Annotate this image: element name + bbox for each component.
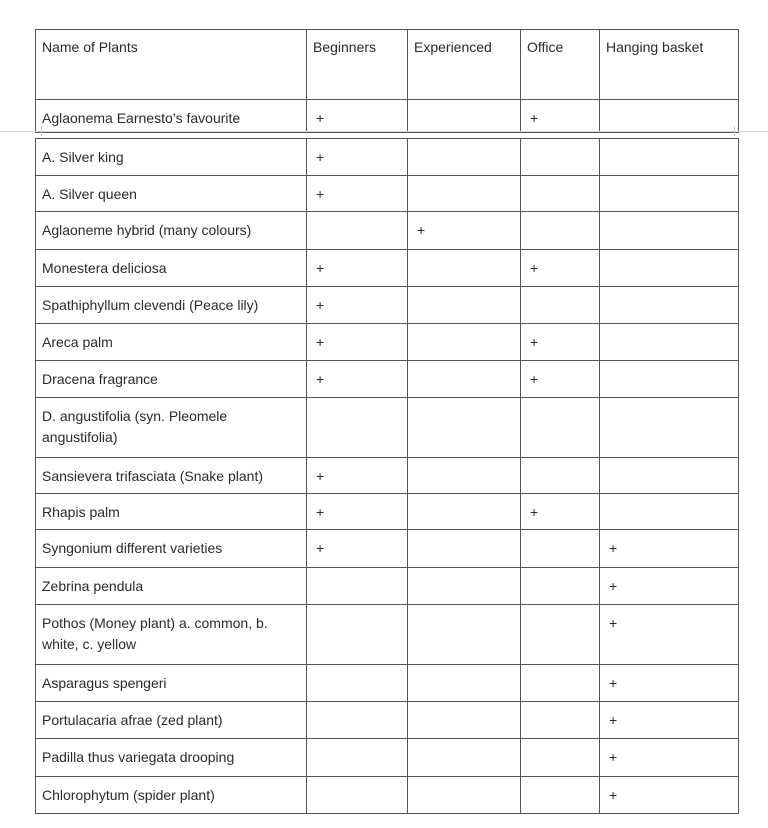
page-break-tick — [41, 126, 42, 136]
header-experienced: Experienced — [408, 30, 521, 100]
plant-name-cell: Monestera deliciosa — [36, 250, 307, 287]
plant-table-top — [35, 29, 739, 133]
office-cell: + — [521, 324, 600, 361]
beginners-cell: + — [307, 530, 408, 568]
experienced-cell — [408, 139, 521, 176]
experienced-cell — [408, 176, 521, 212]
table-row — [36, 777, 739, 814]
table-row — [36, 568, 739, 605]
office-cell — [521, 139, 600, 176]
hanging-basket-cell — [600, 212, 739, 250]
beginners-cell — [307, 665, 408, 702]
table-row — [36, 494, 739, 530]
hanging-basket-cell — [600, 398, 739, 458]
hanging-basket-cell: + — [600, 568, 739, 605]
hanging-basket-cell — [600, 139, 739, 176]
table-row — [36, 250, 739, 287]
office-cell — [521, 702, 600, 739]
experienced-cell — [408, 324, 521, 361]
experienced-cell — [408, 702, 521, 739]
office-cell: + — [521, 361, 600, 398]
table-row — [36, 665, 739, 702]
table-row — [36, 458, 739, 494]
beginners-cell: + — [307, 287, 408, 324]
table-row — [36, 398, 739, 458]
plant-name-cell: Aglaoneme hybrid (many colours) — [36, 212, 307, 250]
office-cell — [521, 212, 600, 250]
plant-rows — [36, 139, 739, 814]
hanging-basket-cell — [600, 287, 739, 324]
plant-table-bottom — [35, 138, 739, 814]
hanging-basket-cell — [600, 361, 739, 398]
plant-name-cell: Chlorophytum (spider plant) — [36, 777, 307, 814]
header-hanging-basket: Hanging basket — [600, 30, 739, 100]
plant-name-cell: Pothos (Money plant) a. common, b. white, c. yellow — [36, 605, 307, 665]
beginners-cell — [307, 568, 408, 605]
plant-name-cell: A. Silver queen — [36, 176, 307, 212]
page-break-line — [0, 131, 768, 132]
beginners-cell — [307, 777, 408, 814]
table-row — [36, 739, 739, 777]
hanging-basket-cell: + — [600, 530, 739, 568]
experienced-cell — [408, 100, 521, 133]
hanging-basket-cell: + — [600, 777, 739, 814]
office-cell — [521, 398, 600, 458]
beginners-cell: + — [307, 458, 408, 494]
page-break-tick — [734, 126, 735, 136]
plant-name-cell: Dracena fragrance — [36, 361, 307, 398]
hanging-basket-cell: + — [600, 739, 739, 777]
office-cell — [521, 458, 600, 494]
experienced-cell — [408, 605, 521, 665]
experienced-cell — [408, 361, 521, 398]
experienced-cell — [408, 777, 521, 814]
header-office: Office — [521, 30, 600, 100]
office-cell — [521, 605, 600, 665]
table-row — [36, 530, 739, 568]
experienced-cell — [408, 739, 521, 777]
experienced-cell: + — [408, 212, 521, 250]
table-row — [36, 324, 739, 361]
beginners-cell — [307, 605, 408, 665]
table-row — [36, 702, 739, 739]
office-cell — [521, 287, 600, 324]
plant-name-cell: Syngonium different varieties — [36, 530, 307, 568]
beginners-cell — [307, 212, 408, 250]
office-cell — [521, 176, 600, 212]
plant-name-cell: Areca palm — [36, 324, 307, 361]
experienced-cell — [408, 494, 521, 530]
table-row — [36, 176, 739, 212]
beginners-cell: + — [307, 139, 408, 176]
table-row — [36, 139, 739, 176]
beginners-cell: + — [307, 494, 408, 530]
experienced-cell — [408, 530, 521, 568]
beginners-cell — [307, 739, 408, 777]
header-name-of-plants: Name of Plants — [36, 30, 307, 100]
beginners-cell: + — [307, 324, 408, 361]
office-cell — [521, 530, 600, 568]
experienced-cell — [408, 568, 521, 605]
plant-name-cell: Rhapis palm — [36, 494, 307, 530]
beginners-cell: + — [307, 361, 408, 398]
beginners-cell: + — [307, 100, 408, 133]
table-row — [36, 605, 739, 665]
beginners-cell — [307, 398, 408, 458]
plant-name-cell: Padilla thus variegata drooping — [36, 739, 307, 777]
hanging-basket-cell — [600, 458, 739, 494]
header-beginners: Beginners — [307, 30, 408, 100]
beginners-cell: + — [307, 176, 408, 212]
experienced-cell — [408, 398, 521, 458]
plant-name-cell: Asparagus spengeri — [36, 665, 307, 702]
plant-name-cell: D. angustifolia (syn. Pleomele angustifolia) — [36, 398, 307, 458]
header-row — [36, 30, 739, 100]
office-cell — [521, 665, 600, 702]
table-row — [36, 361, 739, 398]
office-cell — [521, 568, 600, 605]
hanging-basket-cell — [600, 100, 739, 133]
office-cell: + — [521, 494, 600, 530]
plant-name-cell: Spathiphyllum clevendi (Peace lily) — [36, 287, 307, 324]
hanging-basket-cell — [600, 324, 739, 361]
plant-name-cell: Zebrina pendula — [36, 568, 307, 605]
table-row — [36, 287, 739, 324]
hanging-basket-cell: + — [600, 605, 739, 665]
experienced-cell — [408, 250, 521, 287]
plant-name-cell: Sansievera trifasciata (Snake plant) — [36, 458, 307, 494]
experienced-cell — [408, 287, 521, 324]
office-cell — [521, 777, 600, 814]
plant-name-cell: Aglaonema Earnesto’s favourite — [36, 100, 307, 133]
table-row — [36, 100, 739, 133]
experienced-cell — [408, 665, 521, 702]
plant-name-cell: Portulacaria afrae (zed plant) — [36, 702, 307, 739]
hanging-basket-cell: + — [600, 665, 739, 702]
hanging-basket-cell — [600, 176, 739, 212]
hanging-basket-cell: + — [600, 702, 739, 739]
plant-name-cell: A. Silver king — [36, 139, 307, 176]
hanging-basket-cell — [600, 250, 739, 287]
office-cell — [521, 739, 600, 777]
beginners-cell: + — [307, 250, 408, 287]
beginners-cell — [307, 702, 408, 739]
hanging-basket-cell — [600, 494, 739, 530]
table-row — [36, 212, 739, 250]
office-cell: + — [521, 250, 600, 287]
experienced-cell — [408, 458, 521, 494]
office-cell: + — [521, 100, 600, 133]
